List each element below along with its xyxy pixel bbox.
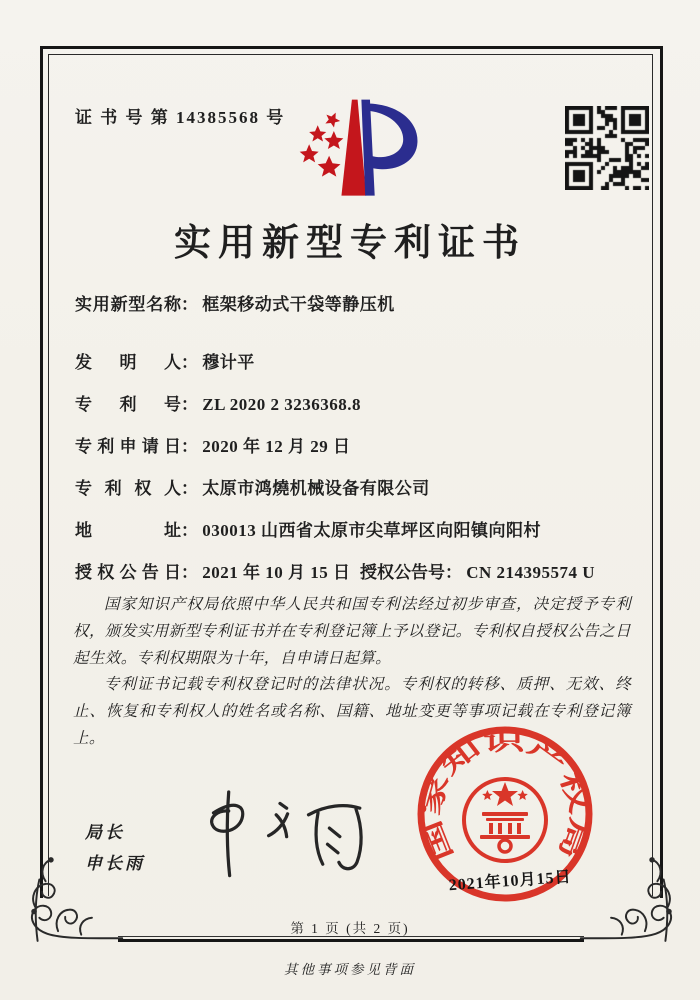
field-label: 发明人 — [75, 353, 181, 372]
colon: ： — [181, 295, 198, 314]
field-grant-number — [360, 558, 595, 583]
field-label: 专利申请日 — [75, 437, 181, 456]
field-row-grant — [75, 558, 635, 583]
seal-text: 国家知识产权局 — [417, 728, 592, 865]
cnipa-logo-icon — [274, 94, 426, 206]
field-row-patentee — [75, 474, 430, 499]
qr-code — [565, 106, 649, 190]
field-value: 穆计平 — [202, 353, 255, 372]
body-paragraph-1: 国家知识产权局依照中华人民共和国专利法经过初步审查，决定授予专利权，颁发实用新型专利证书并在专利登记簿上予以登记。专利权自授权公告之日起生效。专利权期限为十年，自申请日起算。 — [73, 596, 631, 667]
field-label: 授权公告日 — [75, 563, 181, 582]
colon: ： — [181, 395, 198, 414]
field-label: 授权公告号 — [360, 563, 445, 582]
field-label: 实用新型名称 — [75, 295, 181, 314]
colon: ： — [181, 437, 198, 456]
colon: ： — [445, 563, 462, 582]
field-value: 2021 年 10 月 15 日 — [202, 563, 351, 582]
field-row-address — [75, 516, 541, 541]
field-label: 专利号 — [75, 395, 181, 414]
certificate-title: 实用新型专利证书 — [174, 223, 526, 264]
national-emblem-icon — [464, 779, 546, 861]
back-note: 其他事项参见背面 — [284, 962, 416, 977]
field-value: 2020 年 12 月 29 日 — [202, 437, 351, 456]
page-number: 第 1 页 (共 2 页) — [290, 921, 410, 936]
field-value: 框架移动式干袋等静压机 — [202, 295, 395, 314]
officer-name: 申长雨 — [85, 853, 145, 873]
field-value: ZL 2020 2 3236368.8 — [202, 395, 361, 414]
officer-title: 局长 — [85, 823, 125, 842]
certificate-number: 证 书 号 第 14385568 号 — [75, 108, 286, 127]
body-paragraph-2: 专利证书记载专利权登记时的法律状况。专利权的转移、质押、无效、终止、恢复和专利权人的姓名或名称、国籍、地址变更等事项记载在专利登记簿上。 — [73, 676, 631, 748]
corner-flourish-left-icon — [26, 855, 124, 960]
signature-icon — [185, 780, 375, 880]
field-row-filing-date — [75, 432, 351, 457]
field-value: 030013 山西省太原市尖草坪区向阳镇向阳村 — [202, 521, 541, 540]
colon: ： — [181, 563, 198, 582]
field-value: 太原市鸿燒机械设备有限公司 — [202, 479, 430, 498]
field-label: 地址 — [75, 521, 181, 540]
footer-divider — [118, 936, 584, 942]
field-value: CN 214395574 U — [466, 563, 596, 582]
seal-date: 2021年10月15日 — [448, 868, 573, 895]
colon: ： — [181, 353, 198, 372]
field-row-inventor — [75, 348, 255, 373]
field-label: 专利权人 — [75, 479, 181, 498]
field-row-name — [75, 290, 395, 315]
colon: ： — [181, 479, 198, 498]
colon: ： — [181, 521, 198, 540]
field-row-patent-no — [75, 390, 361, 415]
